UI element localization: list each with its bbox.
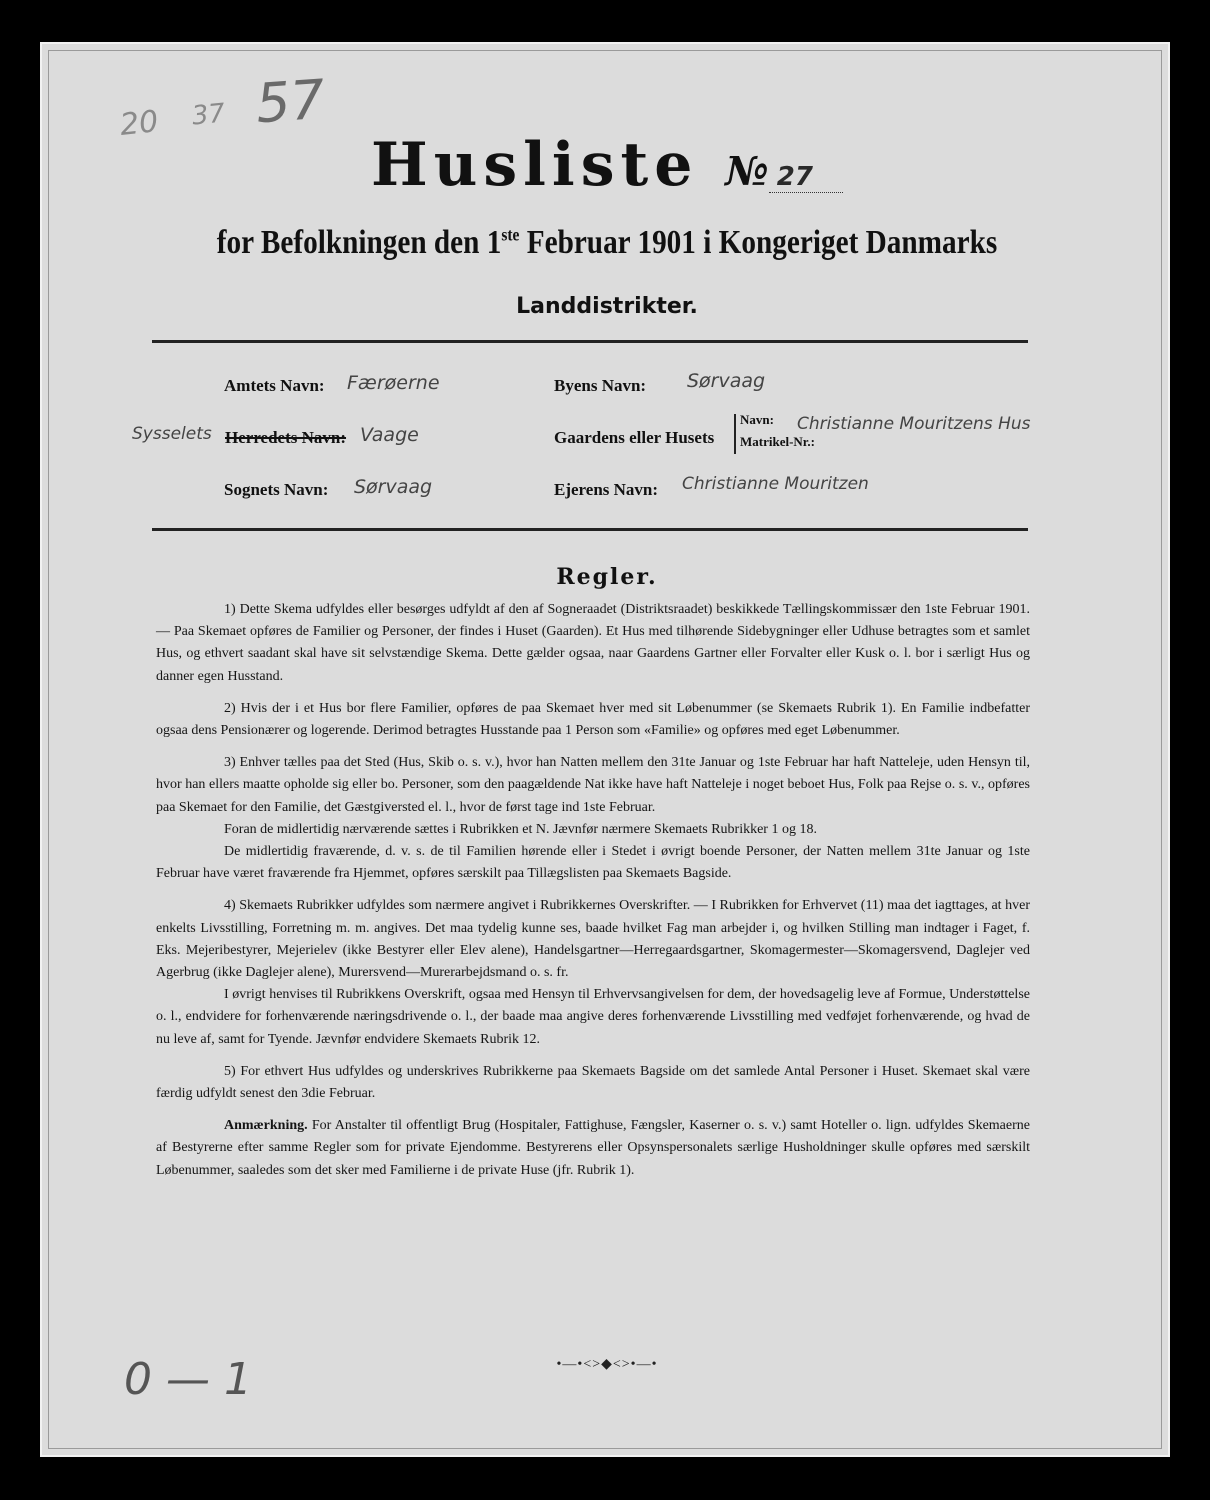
number-value: 27	[769, 162, 843, 193]
page-title	[42, 130, 1172, 200]
ejer-label: Ejerens Navn:	[554, 480, 659, 499]
subtitle	[121, 224, 1093, 262]
rule-4-ovrigt: I øvrigt henvises til Rubrikkens Overskrift, ogsaa med Hensyn til Erhvervsangivelsen for dem, der hovedsagelig leve af Formue, Understøttelse o. l., endvidere for forhenværende næringsdrivende o. l., der baade maa angive deres forhenværende Livsstilling med vedføjet forhenværende, og hvad de nu leve af, samt for Tyende. Jævnfør endvidere Skemaets Rubrik 12.	[156, 987, 1030, 1047]
subtitle-sup: ste	[501, 224, 520, 245]
top-rule	[152, 340, 1028, 343]
title-word: Husliste	[371, 130, 699, 200]
by-value: Sørvaag	[687, 370, 766, 392]
rules-text	[156, 599, 1030, 1192]
regler-heading: Regler.	[556, 564, 658, 590]
rule-3-fravaerende: De midlertidig fraværende, d. v. s. de til Familien hørende eller i Stedet i øvrigt boende Personer, der Natten mellem 31te Januar og 1ste Februar have været fraværende fra Hjemmet, opføres særskilt paa Tillægslisten paa Skemaets Bagside.	[156, 844, 1030, 882]
number-label: №	[725, 148, 769, 195]
herred-prefix-hand: Sysselets	[132, 424, 212, 444]
margin-number-2: 37	[190, 98, 227, 132]
census-sheet	[40, 42, 1170, 1457]
subtitle-before: for Befolkningen den 1	[216, 224, 502, 261]
margin-number-3: 57	[253, 67, 327, 136]
margin-number-1: 20	[118, 104, 160, 143]
subtitle-after: Februar 1901 i Kongeriget Danmarks	[519, 224, 998, 261]
navn-label: Navn:	[740, 412, 774, 427]
rule-5: 5) For ethvert Hus udfyldes og underskrives Rubrikkerne paa Skemaets Bagside om det samlede Antal Personer i Huset. Skemaet skal være færdig udfyldt senest den 3die Februar.	[156, 1063, 1030, 1102]
amt-value: Færøerne	[347, 372, 440, 394]
note-text: For Anstalter til offentligt Brug (Hospitaler, Fattighuse, Fængsler, Kaserner o. s. v.) samt Hoteller o. lign. udfyldes Skemaerne af Bestyrerne efter samme Regler som for private Ejendomme. Bestyrerens eller Opsynspersonalets særlige Husholdninger skulle opføres med særskilt Løbenummer, saaledes som det sker med Familierne i de private Huse (jfr. Rubrik 1).	[156, 1118, 1030, 1178]
note-label: Anmærkning.	[224, 1118, 308, 1134]
rule-4: 4) Skemaets Rubrikker udfyldes som nærmere angivet i Rubrikkernes Overskrifter. — I Rubrikken for Erhvervet (11) maa det iagttages, at hver enkelts Livsstilling, Forretning m. m. angives. Det maa tydelig kunne ses, baade hvilket Fag man arbejder i, og hvilken Stilling man indtager i Faget, f. Eks. Mejeribestyrer, Mejerielev (ikke Bestyrer eller Elev alene), Handelsgartner—Herregaardsgartner, Skomagermester—Skomagersvend, Daglejer ved Agerbrug (ikke Daglejer alene), Murersvend—Murerarbejdsmand o. s. fr.	[156, 898, 1030, 981]
bottom-rule	[152, 528, 1028, 531]
herred-label	[225, 428, 346, 448]
subtitle-districts: Landdistrikter.	[516, 294, 698, 319]
ornament-divider: •—•<>◆<>•—•	[556, 1357, 658, 1372]
rule-1: 1) Dette Skema udfyldes eller besørges udfyldt af den af Sogneraadet (Distriktsraadet) beskikkede Tællingskommissær den 1ste Februar 1901. — Paa Skemaet opføres de Familier og Personer, der findes i Huset (Gaarden). Et Hus med tilhørende Sidebygninger eller Udhuse betragtes som et samlet Hus, og ethvert saadant skal have sit selvstændige Skema. Dette gælder ogsaa, naar Gaardens Gartner eller Forvalter eller Kusk o. l. bor i særligt Hus og danner egen Husstand.	[156, 602, 1030, 684]
matrikel-label: Matrikel-Nr.:	[740, 434, 815, 449]
bottom-hand-note: 0 — 1	[124, 1354, 252, 1405]
ejer-value: Christianne Mouritzen	[682, 474, 869, 494]
sogn-label: Sognets Navn:	[224, 480, 329, 499]
by-label: Byens Navn:	[554, 376, 647, 395]
gaard-label: Gaardens eller Husets	[554, 428, 715, 447]
gaard-value: Christianne Mouritzens Hus	[797, 414, 1031, 434]
herred-label-text: Herredets Navn:	[225, 428, 347, 447]
rule-3-foran: Foran de midlertidig nærværende sættes i Rubrikken et N. Jævnfør nærmere Skemaets Rubrikker 1 og 18.	[224, 821, 817, 837]
sogn-value: Sørvaag	[354, 476, 433, 498]
amt-label: Amtets Navn:	[224, 376, 325, 395]
note	[156, 1115, 1030, 1182]
gaard-brace	[734, 414, 736, 454]
herred-value: Vaage	[360, 424, 419, 446]
rule-3: 3) Enhver tælles paa det Sted (Hus, Skib o. s. v.), hvor han Natten mellem den 31te Januar og 1ste Februar har haft Natteleje, uden Hensyn til, hvor han ellers maatte opholde sig eller bo. Personer, som den paagældende Nat ikke have haft Natteleje i noget beboet Hus, Folk paa Rejse o. s. v., opføres paa Skemaet for den Familie, det Gæstgiversted el. l., hvor de først tage ind 1ste Februar.	[156, 755, 1030, 815]
rule-2: 2) Hvis der i et Hus bor flere Familier, opføres de paa Skemaet hver med sit Løbenummer (se Skemaets Rubrik 1). En Familie indbefatter ogsaa dens Pensionærer og logerende. Derimod betragtes Husstande paa 1 Person som «Familie» og opføres med eget Løbenummer.	[156, 700, 1030, 739]
